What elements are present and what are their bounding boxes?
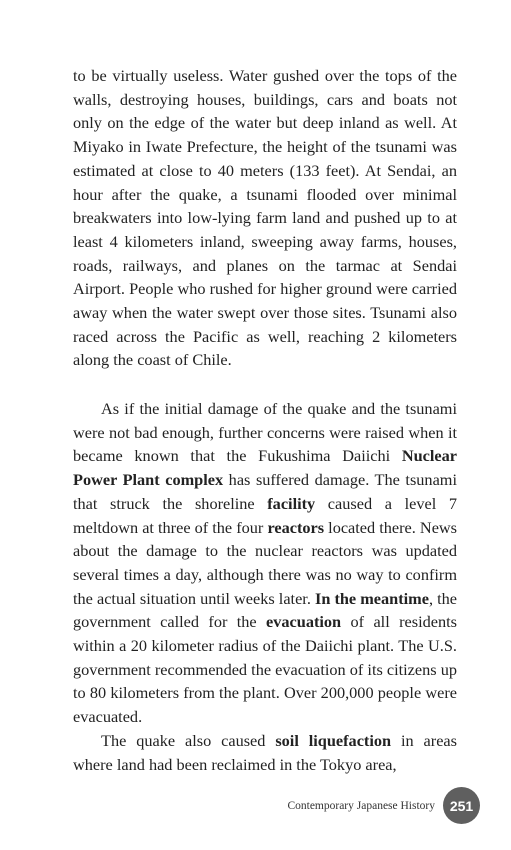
paragraph-text: of all residents within a 20 kilometer radius of the Daiichi plant. The U.S. government recommended the evacuation of its citizens up to 80 kilometers from the plant. Over 200,000 people were evacuated. — [73, 612, 457, 727]
paragraph-text: to be virtually useless. Water gushed over the tops of the walls, destroying houses, buildings, cars and boats not only on the edge of the water but deep inland as well. At Miyako in Iwate Prefecture, the height of the tsunami was estimated at close to 40 meters (133 feet). At Sendai, an hour after the quake, a tsunami flooded over minimal breakwaters into low-lying farm land and pushed up to at least 4 kilometers inland, sweeping away farms, houses, roads, railways, and planes on the tarmac at Sendai Airport. People who rushed for higher ground were carried away when the water swept over those sites. Tsunami also raced across the Pacific as well, reaching 2 kilometers along the coast of Chile. — [73, 66, 457, 370]
paragraph-text: in areas where land had been reclaimed in the Tokyo area, — [73, 731, 457, 774]
paragraph-text: has suffered damage. The tsunami that struck the shoreline — [73, 470, 457, 513]
paragraph-text: The quake also caused — [101, 731, 276, 750]
bold-term: soil liquefaction — [275, 731, 392, 750]
bold-term: Nuclear Power Plant complex — [73, 446, 457, 490]
bold-term: In the meantime — [314, 588, 429, 608]
paragraph-text: located there. News about the damage to the nuclear reactors was updated several times a day, although there was no way to confirm the actual situation until weeks later. — [73, 517, 458, 608]
bold-term: evacuation — [266, 612, 342, 632]
paragraph-text: , the government called for the — [73, 588, 458, 632]
page-footer — [287, 787, 480, 824]
page-text-paragraph-1 — [73, 64, 457, 372]
running-head: Contemporary Japanese History — [287, 799, 435, 812]
paragraph-text: caused a level 7 meltdown at three of the four — [73, 493, 457, 537]
page-text-paragraph-2 — [73, 397, 457, 729]
page-number-badge: 251 — [443, 787, 480, 824]
bold-term: reactors — [267, 517, 325, 537]
page-text-paragraph-3 — [73, 729, 457, 776]
bold-term: facility — [267, 493, 316, 513]
paragraph-text: As if the initial damage of the quake and the tsunami were not bad enough, further concerns were raised when it became known that the Fukushima Daiichi — [73, 399, 457, 466]
